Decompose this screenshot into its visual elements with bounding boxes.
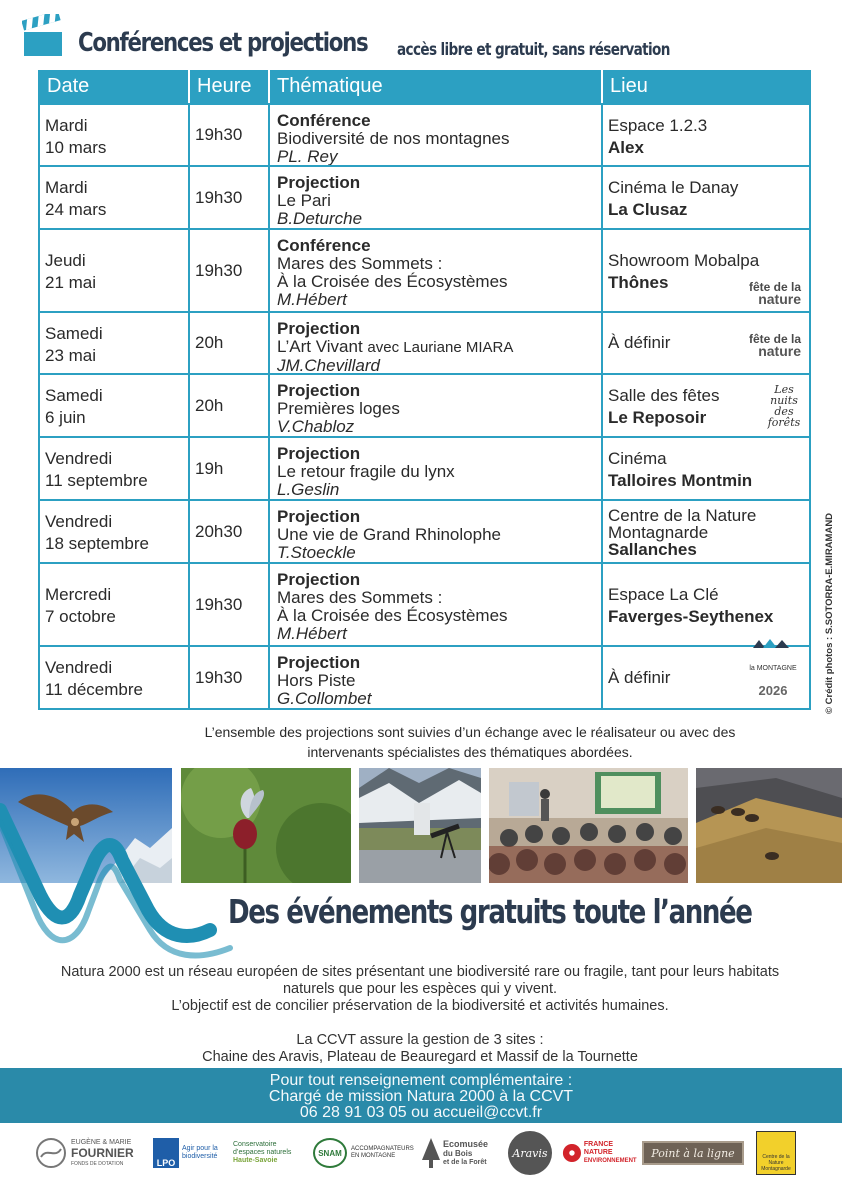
table-row bbox=[40, 311, 809, 373]
theme-cell bbox=[270, 438, 603, 499]
event-kind: Conférence bbox=[277, 111, 371, 130]
event-author: T.Stoeckle bbox=[277, 543, 356, 562]
event-title: Hors Piste bbox=[277, 671, 356, 690]
clapperboard-icon bbox=[22, 14, 66, 58]
column-header-place: Lieu bbox=[610, 75, 648, 97]
event-title-main: L’Art Vivant bbox=[277, 337, 363, 356]
place-cell bbox=[603, 105, 809, 165]
time-cell: 20h bbox=[190, 313, 270, 373]
theme-cell bbox=[270, 647, 603, 708]
contact-role: Chargé de mission Natura 2000 à la CCVT bbox=[268, 1088, 574, 1105]
event-place: À définir bbox=[608, 333, 671, 352]
date-cell bbox=[40, 564, 190, 645]
contact-heading: Pour tout renseignement complémentaire : bbox=[269, 1072, 573, 1089]
event-day: Mardi bbox=[45, 116, 88, 135]
event-city: Faverges-Seythenex bbox=[608, 607, 774, 626]
place-cell bbox=[603, 438, 809, 499]
tree-icon bbox=[422, 1138, 440, 1168]
events-title: Des événements gratuits toute l’année bbox=[228, 892, 752, 931]
time-cell: 19h30 bbox=[190, 105, 270, 165]
event-place: Cinéma le Danay bbox=[608, 178, 739, 197]
event-place: Espace La Clé bbox=[608, 585, 719, 604]
event-day: Samedi bbox=[45, 386, 103, 405]
event-title-guest: avec Lauriane MIARA bbox=[367, 339, 514, 356]
column-header-time: Heure bbox=[190, 70, 270, 103]
fournier-emblem-icon bbox=[35, 1137, 67, 1169]
theme-cell bbox=[270, 501, 603, 562]
event-title: Premières loges bbox=[277, 399, 400, 418]
point-a-la-ligne-logo: Point à la ligne bbox=[642, 1128, 746, 1178]
event-date: 24 mars bbox=[45, 200, 107, 219]
place-cell bbox=[603, 167, 809, 228]
time-cell: 20h bbox=[190, 375, 270, 436]
place-cell bbox=[603, 313, 809, 373]
table-header bbox=[40, 70, 809, 103]
natura-paragraph: Natura 2000 est un réseau européen de sites présentant une biodiversité rare ou fragile, tant pour leurs habitats naturels que pour les espèces qui y vivent. bbox=[60, 964, 780, 997]
date-cell bbox=[40, 438, 190, 499]
contact-details[interactable]: 06 28 91 03 05 ou accueil@ccvt.fr bbox=[299, 1104, 543, 1121]
fete-de-la-nature-logo: fête de la nature bbox=[748, 332, 801, 359]
theme-cell bbox=[270, 105, 603, 165]
date-cell bbox=[40, 375, 190, 436]
event-title: Une vie de Grand Rhinolophe bbox=[277, 525, 501, 544]
date-cell bbox=[40, 313, 190, 373]
place-cell bbox=[603, 375, 809, 436]
event-place: Cinéma bbox=[608, 449, 667, 468]
event-place: Showroom Mobalpa bbox=[608, 251, 760, 270]
photo-credit: © Crédit photos : S.SOTORRA-E.MIRAMAND bbox=[824, 512, 835, 714]
event-date: 10 mars bbox=[45, 138, 107, 157]
event-day: Jeudi bbox=[45, 251, 86, 270]
table-row bbox=[40, 645, 809, 708]
event-day: Vendredi bbox=[45, 658, 113, 677]
time-cell: 19h30 bbox=[190, 647, 270, 708]
event-date: 21 mai bbox=[45, 273, 97, 292]
column-header-theme: Thématique bbox=[270, 70, 603, 103]
event-city: Le Reposoir bbox=[608, 408, 707, 427]
fne-logo: FRANCE NATURE ENVIRONNEMENT bbox=[562, 1128, 638, 1178]
event-place: À définir bbox=[608, 667, 671, 687]
event-kind: Conférence bbox=[277, 236, 371, 255]
event-kind: Projection bbox=[277, 381, 361, 400]
table-row bbox=[40, 373, 809, 436]
event-date: 7 octobre bbox=[45, 607, 116, 626]
event-city: Sallanches bbox=[608, 540, 697, 559]
table-row bbox=[40, 103, 809, 165]
event-kind: Projection bbox=[277, 570, 361, 589]
natura-description bbox=[60, 964, 780, 1015]
time-cell: 19h30 bbox=[190, 564, 270, 645]
date-cell bbox=[40, 167, 190, 228]
annee-montagne-logo: la MONTAGNE 2026 bbox=[747, 636, 799, 702]
event-author: B.Deturche bbox=[277, 209, 363, 228]
event-kind: Projection bbox=[277, 507, 361, 526]
event-author: M.Hébert bbox=[277, 290, 347, 309]
event-day: Mardi bbox=[45, 178, 88, 197]
theme-cell bbox=[270, 230, 603, 311]
ccvt-site-list: Chaine des Aravis, Plateau de Beauregard et Massif de la Tournette bbox=[202, 1049, 638, 1065]
place-cell bbox=[603, 564, 809, 645]
event-date: 11 septembre bbox=[45, 471, 148, 490]
theme-cell bbox=[270, 313, 603, 373]
table-row bbox=[40, 436, 809, 499]
event-place: Centre de la Nature bbox=[608, 506, 757, 525]
partner-logos bbox=[30, 1128, 820, 1178]
projections-note: L’ensemble des projections sont suivies d’un échange avec le réalisateur ou avec des intervenants spécialistes des thématiques abordées. bbox=[204, 724, 736, 760]
event-author: G.Collombet bbox=[277, 689, 372, 708]
event-day: Samedi bbox=[45, 324, 103, 343]
events-table bbox=[38, 70, 811, 710]
telescope-photo bbox=[359, 768, 481, 883]
event-title-line-2: À la Croisée des Écosystèmes bbox=[277, 606, 508, 625]
event-place: Salle des fêtes bbox=[608, 386, 720, 405]
event-kind: Projection bbox=[277, 173, 361, 192]
event-title bbox=[277, 338, 594, 357]
event-title: Le Pari bbox=[277, 191, 331, 210]
event-city: Thônes bbox=[608, 273, 669, 292]
event-title: Biodiversité de nos montagnes bbox=[277, 129, 510, 148]
event-author: PL. Rey bbox=[277, 147, 338, 166]
table-row bbox=[40, 228, 809, 311]
event-author: JM.Chevillard bbox=[277, 356, 380, 375]
date-cell bbox=[40, 230, 190, 311]
column-header-date: Date bbox=[40, 70, 190, 103]
ccvt-sites bbox=[100, 1032, 740, 1066]
event-title: Le retour fragile du lynx bbox=[277, 462, 455, 481]
guides-aravis-logo: Aravis bbox=[508, 1128, 554, 1178]
place-cell bbox=[603, 501, 809, 562]
time-cell: 19h bbox=[190, 438, 270, 499]
lpo-logo: LPO Agir pour la biodiversité bbox=[153, 1128, 235, 1178]
event-date: 23 mai bbox=[45, 346, 97, 365]
time-cell: 19h30 bbox=[190, 230, 270, 311]
event-author: L.Geslin bbox=[277, 480, 340, 499]
event-date: 6 juin bbox=[45, 408, 86, 427]
event-title: Mares des Sommets : bbox=[277, 254, 443, 273]
event-day: Vendredi bbox=[45, 512, 113, 531]
centre-nature-montagnarde-logo: Centre de la Nature Montagnarde bbox=[756, 1128, 798, 1178]
table-row bbox=[40, 165, 809, 228]
event-place: Espace 1.2.3 bbox=[608, 116, 708, 135]
date-cell bbox=[40, 647, 190, 708]
page-subtitle: accès libre et gratuit, sans réservation bbox=[397, 40, 670, 60]
event-city: Talloires Montmin bbox=[608, 471, 753, 490]
conference-photo bbox=[489, 768, 688, 883]
event-title-line-2: À la Croisée des Écosystèmes bbox=[277, 272, 508, 291]
event-title: Mares des Sommets : bbox=[277, 588, 443, 607]
event-kind: Projection bbox=[277, 319, 361, 338]
event-kind: Projection bbox=[277, 444, 361, 463]
table-row bbox=[40, 499, 809, 562]
date-cell bbox=[40, 501, 190, 562]
event-author: V.Chabloz bbox=[277, 417, 355, 436]
date-cell bbox=[40, 105, 190, 165]
theme-cell bbox=[270, 375, 603, 436]
nuits-des-forets-logo: Les nuits des forêts bbox=[767, 383, 801, 429]
event-day: Vendredi bbox=[45, 449, 113, 468]
place-cell bbox=[603, 647, 809, 708]
natura-wave-decoration bbox=[0, 800, 300, 975]
event-date: 18 septembre bbox=[45, 534, 149, 553]
event-author: M.Hébert bbox=[277, 624, 347, 643]
objective-paragraph: L’objectif est de concilier préservation de la biodiversité et activités humaines. bbox=[171, 998, 669, 1014]
event-city: La Clusaz bbox=[608, 200, 688, 219]
event-day: Mercredi bbox=[45, 585, 112, 604]
ibex-photo bbox=[696, 768, 842, 883]
time-cell: 19h30 bbox=[190, 167, 270, 228]
place-cell bbox=[603, 230, 809, 311]
theme-cell bbox=[270, 167, 603, 228]
event-place-line-2: Montagnarde bbox=[608, 523, 709, 542]
snam-logo: SNAM ACCOMPAGNATEURS EN MONTAGNE bbox=[313, 1128, 425, 1178]
contact-band bbox=[0, 1068, 842, 1123]
mountain-icon bbox=[753, 638, 793, 648]
time-cell: 20h30 bbox=[190, 501, 270, 562]
event-date: 11 décembre bbox=[45, 680, 143, 699]
fne-flower-icon bbox=[562, 1142, 582, 1164]
fete-de-la-nature-logo: fête de la nature bbox=[748, 280, 801, 307]
ecomusee-logo: Ecomusée du Bois et de la Forêt bbox=[422, 1128, 502, 1178]
fournier-logo: EUGÈNE & MARIE FOURNIER FONDS DE DOTATION bbox=[35, 1128, 145, 1178]
theme-cell bbox=[270, 564, 603, 645]
event-city: Alex bbox=[608, 138, 644, 157]
page-header bbox=[22, 10, 822, 68]
ccvt-intro: La CCVT assure la gestion de 3 sites : bbox=[296, 1032, 544, 1048]
table-row bbox=[40, 562, 809, 645]
cen-logo: Conservatoire d’espaces naturels Haute-Savoie bbox=[233, 1141, 292, 1164]
event-kind: Projection bbox=[277, 653, 361, 672]
page-title: Conférences et projections bbox=[78, 28, 368, 58]
